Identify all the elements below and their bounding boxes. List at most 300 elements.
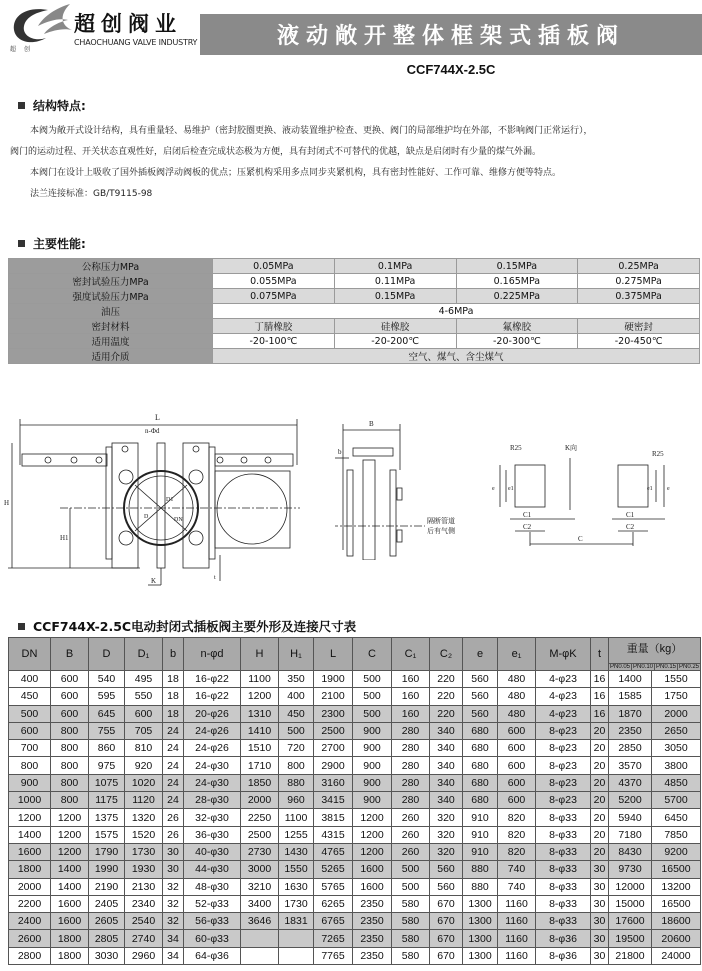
table-cell: 700 — [9, 740, 51, 757]
table-cell: 2190 — [89, 878, 125, 895]
table-cell: 8-φ23 — [536, 740, 591, 757]
table-cell: 7850 — [652, 826, 701, 843]
performance-value: 硅橡胶 — [334, 319, 456, 334]
table-cell: 2500 — [314, 722, 353, 739]
table-cell: 30 — [591, 913, 609, 930]
column-header: C₁ — [392, 638, 430, 671]
table-cell: 3800 — [652, 757, 701, 774]
table-cell: 1800 — [51, 947, 89, 964]
table-cell: 20-φ26 — [184, 705, 241, 722]
table-cell: 500 — [9, 705, 51, 722]
table-cell: 8-φ33 — [536, 913, 591, 930]
performance-value: 0.165MPa — [456, 274, 578, 289]
table-cell: 5940 — [609, 809, 652, 826]
column-header: H — [241, 638, 279, 671]
table-cell: 320 — [430, 843, 463, 860]
table-cell: 670 — [430, 930, 463, 947]
table-cell: 800 — [279, 757, 314, 774]
table-cell: 5700 — [652, 792, 701, 809]
table-cell: 52-φ33 — [184, 895, 241, 912]
performance-value: 丁腈橡胶 — [213, 319, 335, 334]
isolation-note-2: 后有气侧 — [427, 527, 455, 535]
table-cell: 1300 — [463, 930, 498, 947]
table-cell: 4-φ23 — [536, 671, 591, 688]
dim-label-D: D — [144, 514, 149, 520]
table-cell: 600 — [125, 705, 163, 722]
table-cell: 340 — [430, 722, 463, 739]
flange-standard: 法兰连接标准：GB/T9115-98 — [30, 189, 153, 199]
table-cell: 280 — [392, 774, 430, 791]
table-cell: 4315 — [314, 826, 353, 843]
table-cell: 1930 — [125, 861, 163, 878]
section-heading-performance — [18, 235, 86, 252]
table-cell: 220 — [430, 671, 463, 688]
table-row — [9, 705, 701, 722]
weight-subheader: PN0.10 — [632, 664, 653, 670]
table-cell: 8-φ23 — [536, 774, 591, 791]
table-cell: 30 — [163, 843, 184, 860]
brand-name-cn: 超创阀业 — [74, 12, 182, 36]
dim-label-e1-right: e1 — [647, 486, 653, 492]
table-cell: 30 — [591, 861, 609, 878]
table-cell: 2500 — [241, 826, 279, 843]
performance-value: -20-300℃ — [456, 334, 578, 349]
table-cell: 8-φ33 — [536, 809, 591, 826]
table-cell: 670 — [430, 895, 463, 912]
table-cell: 1410 — [241, 722, 279, 739]
table-cell: 1585 — [609, 688, 652, 705]
table-cell: 320 — [430, 826, 463, 843]
table-cell: 495 — [125, 671, 163, 688]
table-cell: 260 — [392, 843, 430, 860]
table-cell: 1000 — [9, 792, 51, 809]
table-cell: 24-φ30 — [184, 757, 241, 774]
table-cell: 18 — [163, 688, 184, 705]
table-cell: 2850 — [609, 740, 652, 757]
table-cell: 8-φ36 — [536, 930, 591, 947]
table-cell: 755 — [89, 722, 125, 739]
table-cell: 600 — [51, 671, 89, 688]
table-cell: 1300 — [463, 895, 498, 912]
table-row — [9, 913, 701, 930]
table-cell: 60-φ33 — [184, 930, 241, 947]
table-cell: 480 — [498, 688, 536, 705]
table-cell: 960 — [279, 792, 314, 809]
table-cell: 24 — [163, 774, 184, 791]
table-cell: 26 — [163, 809, 184, 826]
brand-name-en: CHAOCHUANG VALVE INDUSTRY — [74, 38, 198, 47]
table-cell: 2740 — [125, 930, 163, 947]
dim-label-D1: D1 — [166, 497, 174, 503]
table-cell: 19500 — [609, 930, 652, 947]
weight-header: 重量（kg） — [626, 643, 683, 655]
table-cell: 24 — [163, 740, 184, 757]
table-cell: 910 — [463, 826, 498, 843]
column-header: e — [463, 638, 498, 671]
performance-value: 0.1MPa — [334, 259, 456, 274]
paragraph-line: 阀门的运动过程、开关状态直观性好，启闭后检查完成状态极为方便，具有封闭式不可替代的优越，缺点是启闭时有少量的煤气外漏。 — [10, 147, 542, 157]
table-cell: 800 — [51, 722, 89, 739]
paragraph-line: 本阀为敞开式设计结构，具有重量轻、易维护（密封胶圈更换、液动装置维护检查、更换、阀门的局部维护均在外部，不影响阀门正常运行）， — [30, 126, 593, 136]
side-view-drawing — [335, 420, 465, 560]
table-cell: 64-φ36 — [184, 947, 241, 964]
column-header-weight — [609, 638, 701, 671]
performance-value: -20-450℃ — [578, 334, 700, 349]
table-cell: 1730 — [279, 895, 314, 912]
table-row — [9, 792, 701, 809]
table-cell: 8-φ36 — [536, 947, 591, 964]
table-cell: 32 — [163, 895, 184, 912]
table-cell: 560 — [463, 671, 498, 688]
table-cell: 2700 — [314, 740, 353, 757]
bullet-square-icon — [18, 623, 25, 630]
performance-value: 0.225MPa — [456, 289, 578, 304]
table-cell: 16 — [591, 705, 609, 722]
table-cell: 21800 — [609, 947, 652, 964]
table-cell: 1400 — [609, 671, 652, 688]
table-cell: 580 — [392, 947, 430, 964]
table-cell: 350 — [279, 671, 314, 688]
table-cell: 8-φ33 — [536, 861, 591, 878]
table-cell: 595 — [89, 688, 125, 705]
table-cell: 1730 — [125, 843, 163, 860]
table-cell: 480 — [498, 705, 536, 722]
table-cell: 680 — [463, 722, 498, 739]
table-cell: 900 — [9, 774, 51, 791]
table-cell: 500 — [279, 722, 314, 739]
column-header: L — [314, 638, 353, 671]
table-row — [9, 774, 701, 791]
table-cell: 1300 — [463, 913, 498, 930]
table-cell: 16 — [591, 671, 609, 688]
column-header: b — [163, 638, 184, 671]
column-header: DN — [9, 638, 51, 671]
column-header: M-φK — [536, 638, 591, 671]
table-cell: 1310 — [241, 705, 279, 722]
table-cell: 920 — [125, 757, 163, 774]
column-header: C₂ — [430, 638, 463, 671]
table-cell: 1020 — [125, 774, 163, 791]
table-cell: 2200 — [9, 895, 51, 912]
table-cell: 20 — [591, 740, 609, 757]
table-cell: 1510 — [241, 740, 279, 757]
weight-subheader: PN0.15 — [655, 664, 676, 670]
table-cell: 16500 — [652, 895, 701, 912]
table-cell: 2540 — [125, 913, 163, 930]
table-cell: 1400 — [9, 826, 51, 843]
dim-label-e-left: e — [492, 486, 495, 492]
table-cell: 18 — [163, 671, 184, 688]
table-row — [9, 895, 701, 912]
table-cell: 500 — [353, 671, 392, 688]
performance-value: 氟橡胶 — [456, 319, 578, 334]
table-cell: 30 — [591, 878, 609, 895]
table-cell: 900 — [353, 774, 392, 791]
table-cell: 32-φ30 — [184, 809, 241, 826]
column-header: B — [51, 638, 89, 671]
performance-value: 0.15MPa — [456, 259, 578, 274]
performance-table — [8, 258, 700, 364]
table-cell — [241, 930, 279, 947]
dim-label-K: K — [151, 577, 157, 585]
table-cell: 6450 — [652, 809, 701, 826]
structure-description — [10, 121, 700, 205]
table-cell: 820 — [498, 809, 536, 826]
table-cell: 1100 — [279, 809, 314, 826]
table-cell: 2400 — [9, 913, 51, 930]
table-cell: 600 — [498, 740, 536, 757]
table-cell: 1200 — [241, 688, 279, 705]
table-row — [9, 878, 701, 895]
table-cell: 20 — [591, 722, 609, 739]
table-cell: 1175 — [89, 792, 125, 809]
table-cell: 740 — [498, 878, 536, 895]
table-cell: 2960 — [125, 947, 163, 964]
table-cell: 2350 — [353, 930, 392, 947]
table-cell: 1600 — [51, 895, 89, 912]
table-cell: 1990 — [89, 861, 125, 878]
table-cell: 26 — [163, 826, 184, 843]
heading-text: 结构特点: — [33, 99, 86, 113]
table-cell: 2000 — [9, 878, 51, 895]
k-direction-label: K向 — [565, 444, 578, 452]
table-cell: 15000 — [609, 895, 652, 912]
table-cell: 1200 — [51, 843, 89, 860]
table-cell: 500 — [392, 861, 430, 878]
table-cell: 900 — [353, 722, 392, 739]
table-cell: 280 — [392, 757, 430, 774]
performance-row — [9, 304, 700, 319]
table-cell: 400 — [9, 671, 51, 688]
table-cell: 340 — [430, 740, 463, 757]
performance-row — [9, 274, 700, 289]
dim-label-e1-left: e1 — [508, 486, 514, 492]
dimensions-table — [8, 637, 701, 965]
table-cell: 220 — [430, 688, 463, 705]
table-cell: 16500 — [652, 861, 701, 878]
table-cell: 1831 — [279, 913, 314, 930]
table-cell: 24-φ26 — [184, 722, 241, 739]
table-cell: 1100 — [241, 671, 279, 688]
weight-subheader: PN0.25 — [678, 664, 699, 670]
table-cell: 720 — [279, 740, 314, 757]
table-cell: 450 — [9, 688, 51, 705]
table-cell: 4765 — [314, 843, 353, 860]
performance-row — [9, 289, 700, 304]
table-cell: 1200 — [353, 843, 392, 860]
table-cell: 1320 — [125, 809, 163, 826]
table-cell: 1160 — [498, 930, 536, 947]
performance-value: 0.075MPa — [213, 289, 335, 304]
table-cell: 44-φ30 — [184, 861, 241, 878]
table-cell: 400 — [279, 688, 314, 705]
table-row — [9, 947, 701, 964]
table-cell: 30 — [591, 895, 609, 912]
table-cell: 2350 — [609, 722, 652, 739]
k-direction-view-drawing — [490, 440, 700, 555]
table-cell: 1600 — [353, 878, 392, 895]
table-cell: 2250 — [241, 809, 279, 826]
dim-label-DN: DN — [174, 517, 183, 523]
table-cell: 1575 — [89, 826, 125, 843]
table-cell: 1160 — [498, 947, 536, 964]
table-cell: 1790 — [89, 843, 125, 860]
row-label: 强度试验压力MPa — [9, 289, 213, 304]
table-row — [9, 826, 701, 843]
table-cell: 600 — [9, 722, 51, 739]
table-cell: 2405 — [89, 895, 125, 912]
table-cell: 8-φ33 — [536, 878, 591, 895]
table-cell: 2900 — [314, 757, 353, 774]
performance-value: 0.15MPa — [334, 289, 456, 304]
section-heading-dimensions — [18, 617, 356, 635]
table-cell: 800 — [9, 757, 51, 774]
table-cell: 500 — [392, 878, 430, 895]
table-cell: 550 — [125, 688, 163, 705]
table-cell: 500 — [353, 688, 392, 705]
table-cell: 3815 — [314, 809, 353, 826]
table-cell: 160 — [392, 705, 430, 722]
table-cell: 3415 — [314, 792, 353, 809]
table-cell: 8-φ33 — [536, 843, 591, 860]
table-cell: 9200 — [652, 843, 701, 860]
table-cell: 2100 — [314, 688, 353, 705]
table-cell: 2600 — [9, 930, 51, 947]
performance-value: -20-200℃ — [334, 334, 456, 349]
dim-label-B: B — [369, 420, 374, 428]
table-cell: 880 — [279, 774, 314, 791]
heading-text: CCF744X-2.5C电动封闭式插板阀主要外形及连接尺寸表 — [33, 619, 357, 634]
table-cell: 2650 — [652, 722, 701, 739]
table-cell: 20 — [591, 774, 609, 791]
table-cell: 3400 — [241, 895, 279, 912]
row-label: 公称压力MPa — [9, 259, 213, 274]
table-row — [9, 843, 701, 860]
table-cell: 24-φ30 — [184, 774, 241, 791]
table-cell: 645 — [89, 705, 125, 722]
table-cell: 340 — [430, 792, 463, 809]
table-row — [9, 930, 701, 947]
table-cell: 560 — [463, 688, 498, 705]
table-cell: 1900 — [314, 671, 353, 688]
row-label: 适用温度 — [9, 334, 213, 349]
table-cell: 1120 — [125, 792, 163, 809]
table-cell: 2605 — [89, 913, 125, 930]
dim-label-C2-right: C2 — [626, 523, 635, 531]
table-cell: 900 — [353, 740, 392, 757]
table-cell: 260 — [392, 809, 430, 826]
performance-value: 4-6MPa — [213, 304, 700, 319]
isolation-note-1: 隔断管道 — [427, 517, 455, 525]
table-cell: 580 — [392, 930, 430, 947]
table-cell: 2805 — [89, 930, 125, 947]
row-label: 密封材料 — [9, 319, 213, 334]
table-cell: 580 — [392, 895, 430, 912]
table-cell: 1200 — [353, 826, 392, 843]
table-cell: 260 — [392, 826, 430, 843]
table-cell: 4-φ23 — [536, 688, 591, 705]
dim-label-C1-right: C1 — [626, 511, 635, 519]
table-cell: 900 — [353, 792, 392, 809]
table-row — [9, 688, 701, 705]
table-cell: 5765 — [314, 878, 353, 895]
table-cell: 3210 — [241, 878, 279, 895]
table-cell: 800 — [51, 757, 89, 774]
table-cell: 3570 — [609, 757, 652, 774]
column-header: D — [89, 638, 125, 671]
table-cell: 1200 — [51, 809, 89, 826]
table-cell: 1600 — [9, 843, 51, 860]
table-cell: 5200 — [609, 792, 652, 809]
table-cell: 820 — [498, 826, 536, 843]
table-cell — [279, 947, 314, 964]
dim-label-t: t — [214, 575, 216, 581]
performance-value: 0.11MPa — [334, 274, 456, 289]
table-cell: 34 — [163, 930, 184, 947]
table-cell: 1075 — [89, 774, 125, 791]
table-cell: 670 — [430, 947, 463, 964]
table-cell: 18600 — [652, 913, 701, 930]
table-cell: 670 — [430, 913, 463, 930]
column-header: n-φd — [184, 638, 241, 671]
page-title-banner: 液动敞开整体框架式插板阀 — [200, 14, 702, 55]
table-cell: 810 — [125, 740, 163, 757]
table-row — [9, 861, 701, 878]
performance-value: -20-100℃ — [213, 334, 335, 349]
table-cell: 48-φ30 — [184, 878, 241, 895]
table-cell: 1800 — [9, 861, 51, 878]
performance-value: 0.055MPa — [213, 274, 335, 289]
table-cell: 600 — [51, 688, 89, 705]
table-cell: 1400 — [51, 878, 89, 895]
table-cell: 280 — [392, 722, 430, 739]
performance-value: 0.375MPa — [578, 289, 700, 304]
logo-mark-text: 超创 — [10, 46, 39, 53]
table-cell: 1200 — [51, 826, 89, 843]
table-cell: 680 — [463, 740, 498, 757]
table-cell: 30 — [163, 861, 184, 878]
row-label: 密封试验压力MPa — [9, 274, 213, 289]
dim-label-nd: n-Φd — [145, 427, 160, 435]
column-header: e₁ — [498, 638, 536, 671]
table-cell: 40-φ30 — [184, 843, 241, 860]
table-cell: 20 — [591, 826, 609, 843]
table-cell: 4370 — [609, 774, 652, 791]
table-cell: 160 — [392, 671, 430, 688]
section-heading-structure — [18, 97, 86, 114]
table-cell: 16-φ22 — [184, 671, 241, 688]
table-cell: 8-φ23 — [536, 757, 591, 774]
dim-label-H1: H1 — [60, 534, 69, 542]
table-cell: 13200 — [652, 878, 701, 895]
table-cell: 220 — [430, 705, 463, 722]
table-cell: 600 — [498, 722, 536, 739]
table-cell: 24000 — [652, 947, 701, 964]
table-cell: 3030 — [89, 947, 125, 964]
dim-label-R25-right: R25 — [652, 450, 664, 458]
table-cell: 880 — [463, 878, 498, 895]
column-header: D₁ — [125, 638, 163, 671]
table-cell: 705 — [125, 722, 163, 739]
table-cell: 880 — [463, 861, 498, 878]
table-cell: 2000 — [652, 705, 701, 722]
table-cell: 340 — [430, 774, 463, 791]
table-cell: 2130 — [125, 878, 163, 895]
table-cell: 160 — [392, 688, 430, 705]
paragraph-line: 本阀门在设计上吸收了国外插板阀浮动阀板的优点；压紧机构采用多点同步夹紧机构，具有密封性能好、工作可靠、维修方便等特点。 — [30, 168, 562, 178]
table-cell: 1600 — [51, 913, 89, 930]
table-cell: 1630 — [279, 878, 314, 895]
